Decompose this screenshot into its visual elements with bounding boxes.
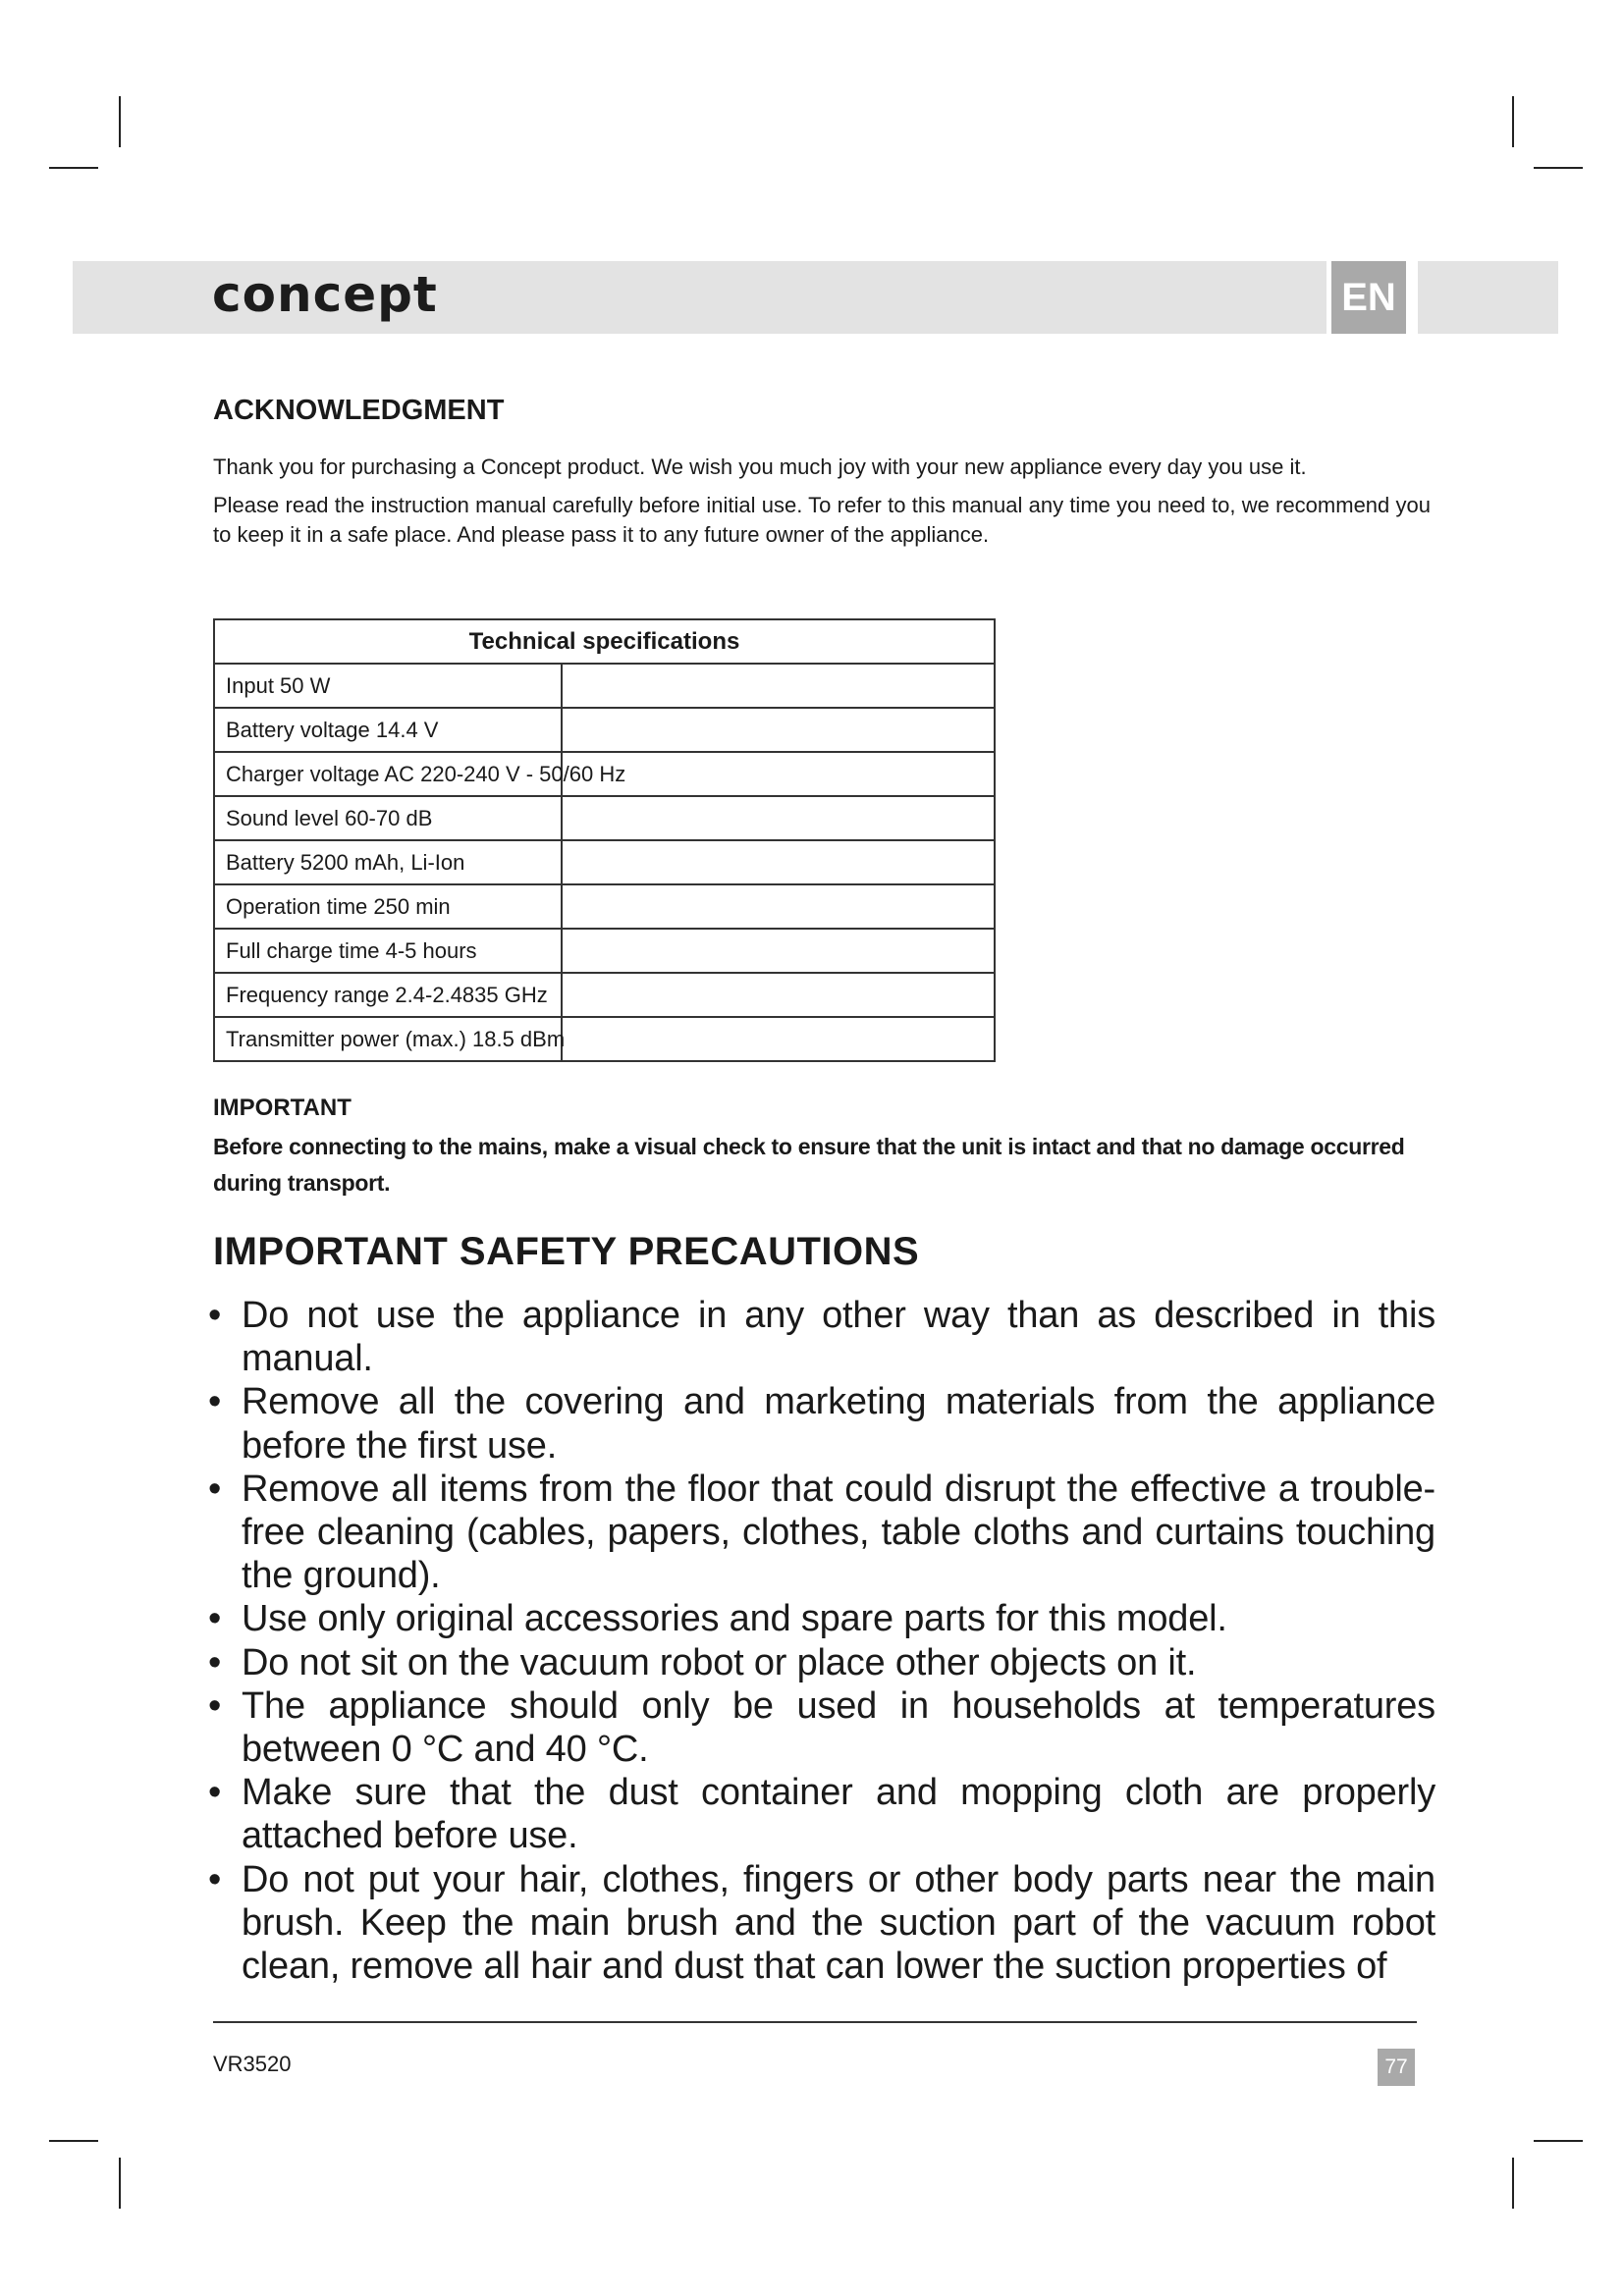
bullet-icon: • bbox=[208, 1381, 222, 1423]
spec-table-title: Technical specifications bbox=[214, 619, 995, 664]
bullet-icon: • bbox=[208, 1468, 222, 1510]
crop-mark bbox=[1512, 96, 1514, 147]
list-item-text: Make sure that the dust container and mopping cloth are properly attached before use. bbox=[242, 1772, 1435, 1857]
list-item-text: Use only original accessories and spare parts for this model. bbox=[242, 1598, 1227, 1640]
bullet-icon: • bbox=[208, 1684, 222, 1727]
bullet-icon: • bbox=[208, 1598, 222, 1640]
crop-mark bbox=[1512, 2158, 1514, 2209]
spec-table bbox=[213, 618, 996, 1062]
table-row bbox=[214, 796, 995, 840]
concept-logo: concept bbox=[212, 266, 438, 323]
footer-divider bbox=[213, 2021, 1417, 2023]
crop-mark bbox=[1534, 167, 1583, 169]
table-row bbox=[214, 840, 995, 884]
table-row bbox=[214, 929, 995, 973]
bullet-icon: • bbox=[208, 1295, 222, 1336]
safety-list bbox=[208, 1294, 1435, 1988]
list-item bbox=[208, 1641, 1435, 1684]
model-number: VR3520 bbox=[213, 2052, 292, 2076]
table-row bbox=[214, 1017, 995, 1061]
spec-value: Frequency range 2.4-2.4835 GHz bbox=[226, 983, 548, 1007]
crop-mark bbox=[49, 167, 98, 169]
acknowledgment-paragraph-2: Please read the instruction manual carefully before initial use. To refer to this manual any time you need to, we recommend you to keep it in a safe place. And please pass it to any future owner of the appliance. bbox=[213, 493, 1431, 547]
page-number: 77 bbox=[1378, 2049, 1415, 2086]
list-item bbox=[208, 1468, 1435, 1598]
table-row bbox=[214, 708, 995, 752]
important-text: Before connecting to the mains, make a visual check to ensure that the unit is intact and that no damage occurred during transport. bbox=[213, 1134, 1405, 1196]
spec-value: Sound level 60-70 dB bbox=[226, 806, 433, 830]
crop-mark bbox=[1534, 2140, 1583, 2142]
list-item-text: Do not put your hair, clothes, fingers or other body parts near the main brush. Keep the main brush and the suction part of the vacuum robot clean, remove all hair and dust that can lower the suction properties of bbox=[242, 1858, 1435, 1988]
spec-value: Transmitter power (max.) 18.5 dBm bbox=[226, 1027, 566, 1051]
acknowledgment-paragraph-1: Thank you for purchasing a Concept product. We wish you much joy with your new appliance every day you use it. bbox=[213, 454, 1307, 479]
list-item bbox=[208, 1380, 1435, 1467]
table-row bbox=[214, 664, 995, 708]
spec-value: Charger voltage AC 220-240 V - 50/60 Hz bbox=[226, 762, 626, 786]
spec-value: Full charge time 4-5 hours bbox=[226, 938, 477, 963]
table-row bbox=[214, 884, 995, 929]
important-title: IMPORTANT bbox=[213, 1095, 352, 1121]
list-item-text: Remove all items from the floor that could disrupt the effective a trouble-free cleaning (cables, papers, clothes, table cloths and curtains touching the ground). bbox=[242, 1468, 1435, 1597]
list-item-text: Do not use the appliance in any other way than as described in this manual. bbox=[242, 1295, 1435, 1380]
acknowledgment-title: ACKNOWLEDGMENT bbox=[213, 395, 505, 426]
spec-value: Battery 5200 mAh, Li-Ion bbox=[226, 850, 465, 875]
list-item bbox=[208, 1294, 1435, 1380]
bullet-icon: • bbox=[208, 1858, 222, 1900]
table-row bbox=[214, 752, 995, 796]
list-item-text: The appliance should only be used in households at temperatures between 0 °C and 40 °C. bbox=[242, 1684, 1435, 1771]
spec-value: Operation time 250 min bbox=[226, 894, 451, 919]
crop-mark bbox=[49, 2140, 98, 2142]
bullet-icon: • bbox=[208, 1772, 222, 1814]
table-row bbox=[214, 973, 995, 1017]
crop-mark bbox=[119, 2158, 121, 2209]
header-band-right bbox=[1418, 261, 1558, 334]
spec-value: Battery voltage 14.4 V bbox=[226, 718, 439, 742]
bullet-icon: • bbox=[208, 1641, 222, 1683]
list-item-text: Remove all the covering and marketing materials from the appliance before the first use. bbox=[242, 1381, 1435, 1467]
safety-title: IMPORTANT SAFETY PRECAUTIONS bbox=[213, 1230, 920, 1273]
crop-mark bbox=[119, 96, 121, 147]
list-item bbox=[208, 1684, 1435, 1771]
list-item bbox=[208, 1771, 1435, 1857]
list-item bbox=[208, 1858, 1435, 1989]
list-item bbox=[208, 1597, 1435, 1640]
language-badge: EN bbox=[1331, 261, 1406, 334]
list-item-text: Do not sit on the vacuum robot or place other objects on it. bbox=[242, 1641, 1197, 1683]
spec-value: Input 50 W bbox=[226, 673, 331, 698]
